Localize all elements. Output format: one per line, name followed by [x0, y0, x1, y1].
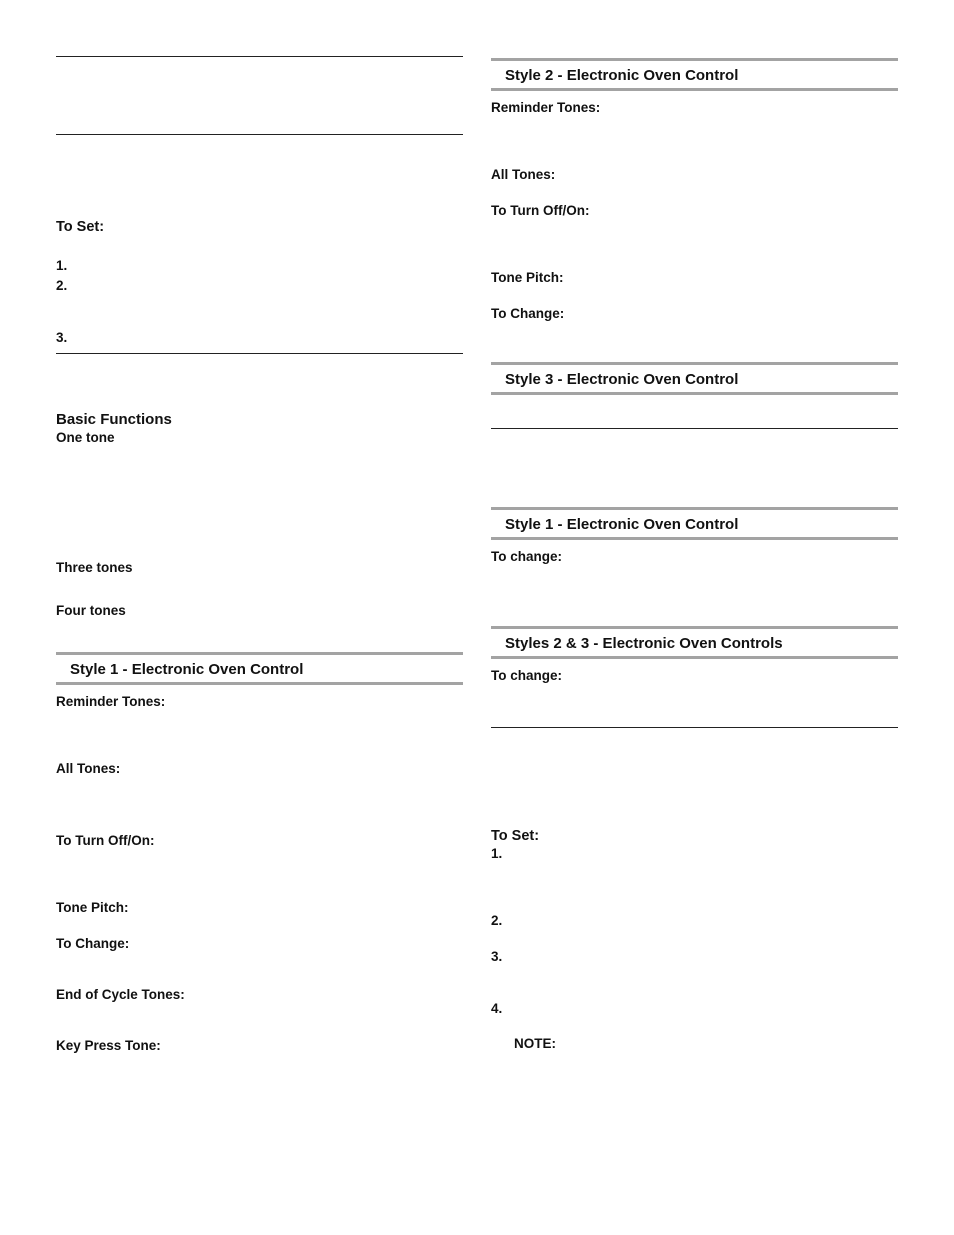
left-to-turn-off-on-label: To Turn Off/On: — [56, 833, 155, 848]
right-styles23-to-change-label: To change: — [491, 668, 563, 683]
left-step-2: 2. — [56, 278, 68, 293]
right-style3-header — [491, 362, 898, 395]
left-divider-2 — [56, 134, 463, 135]
right-step-1: 1. — [491, 846, 503, 861]
left-divider-top — [56, 56, 463, 57]
right-style2-header — [491, 58, 898, 91]
four-tones-label: Four tones — [56, 603, 126, 618]
left-divider-3 — [56, 353, 463, 354]
right-style3-title: Style 3 - Electronic Oven Control — [505, 371, 739, 388]
right-divider-2 — [491, 727, 898, 728]
left-step-1: 1. — [56, 258, 68, 273]
left-all-tones-label: All Tones: — [56, 761, 121, 776]
left-step-3: 3. — [56, 330, 68, 345]
right-tone-pitch-label: Tone Pitch: — [491, 270, 564, 285]
left-end-of-cycle-tones-label: End of Cycle Tones: — [56, 987, 185, 1002]
right-style1-title: Style 1 - Electronic Oven Control — [505, 516, 739, 533]
left-style1-header — [56, 652, 463, 685]
left-to-change-label: To Change: — [56, 936, 130, 951]
right-all-tones-label: All Tones: — [491, 167, 556, 182]
one-tone-label: One tone — [56, 430, 115, 445]
left-reminder-tones-label: Reminder Tones: — [56, 694, 166, 709]
left-tone-pitch-label: Tone Pitch: — [56, 900, 129, 915]
basic-functions-heading: Basic Functions — [56, 411, 172, 428]
right-reminder-tones-label: Reminder Tones: — [491, 100, 601, 115]
right-style2-title: Style 2 - Electronic Oven Control — [505, 67, 739, 84]
left-to-set-label: To Set: — [56, 219, 105, 235]
right-style1-to-change-label: To change: — [491, 549, 563, 564]
right-step-4: 4. — [491, 1001, 503, 1016]
right-styles23-title: Styles 2 & 3 - Electronic Oven Controls — [505, 635, 783, 652]
right-to-change-label: To Change: — [491, 306, 565, 321]
right-note-label: NOTE: — [514, 1036, 556, 1051]
left-key-press-tone-label: Key Press Tone: — [56, 1038, 161, 1053]
right-to-turn-off-on-label: To Turn Off/On: — [491, 203, 590, 218]
right-to-set-label: To Set: — [491, 828, 540, 844]
right-styles23-header — [491, 626, 898, 659]
left-style1-title: Style 1 - Electronic Oven Control — [70, 661, 304, 678]
right-divider-1 — [491, 428, 898, 429]
right-step-2: 2. — [491, 913, 503, 928]
three-tones-label: Three tones — [56, 560, 133, 575]
right-step-3: 3. — [491, 949, 503, 964]
right-style1-header — [491, 507, 898, 540]
